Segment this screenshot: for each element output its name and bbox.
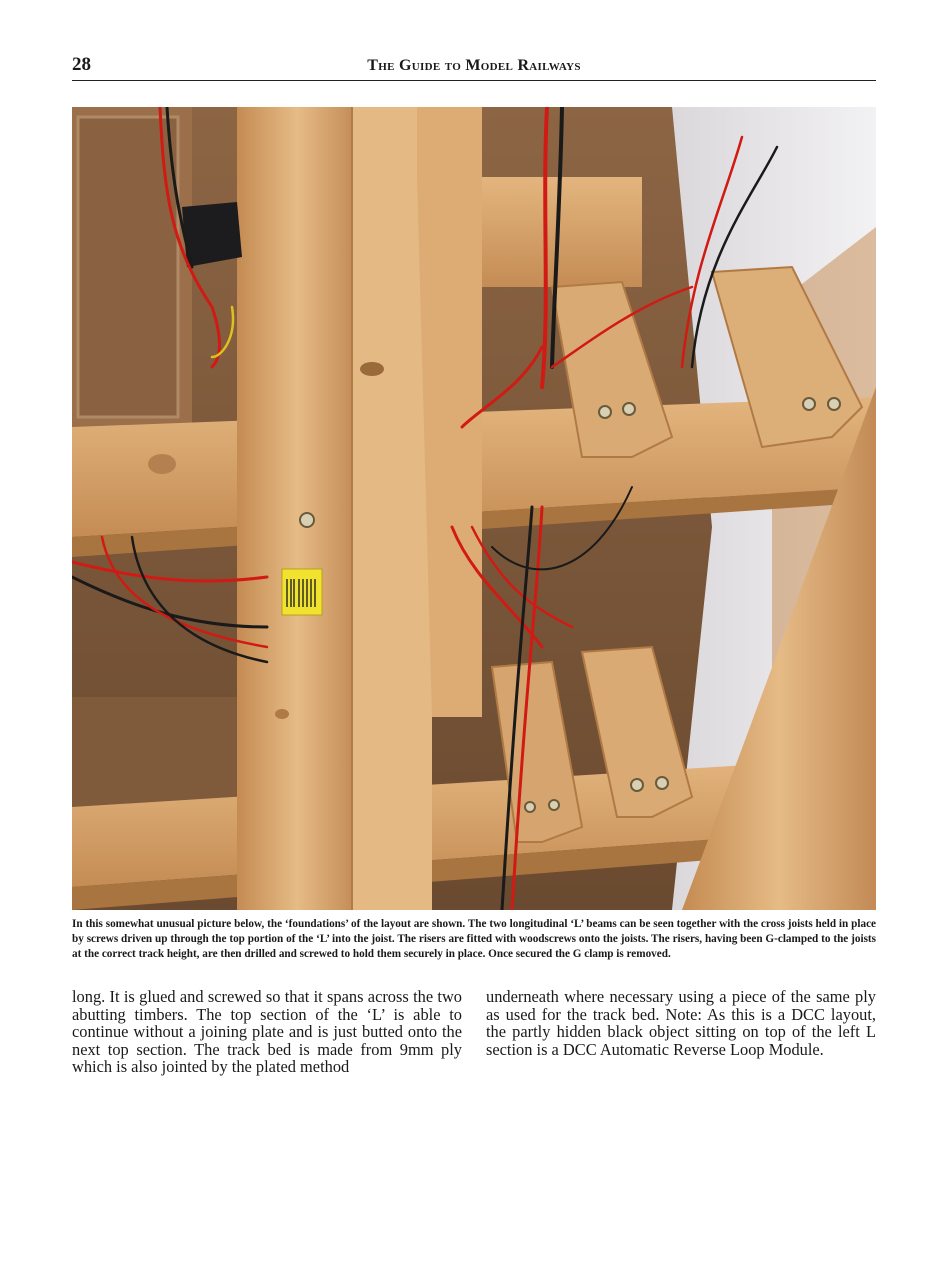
screw xyxy=(525,802,535,812)
running-title: The Guide to Model Railways xyxy=(367,57,581,74)
photo-illustration xyxy=(72,107,876,910)
body-column-right: underneath where necessary using a piece of the same ply as used for the track bed. Note: As this is a DCC layout, the partly hidden black object sitting on top of the left L section is a DCC Automatic Reverse Loop Module. xyxy=(486,987,876,1059)
knot xyxy=(148,454,176,474)
knot xyxy=(275,709,289,719)
knot xyxy=(360,362,384,376)
page-number: 28 xyxy=(72,54,91,75)
l-beam-vertical-left xyxy=(237,107,357,910)
body-column-left: long. It is glued and screwed so that it spans across the two abutting timbers. The top section of the ‘L’ is able to continue without a joining plate and is just butted onto the next top section. The track bed is made from 9mm ply which is also jointed by the plated method xyxy=(72,987,462,1077)
screw xyxy=(623,403,635,415)
screw xyxy=(631,779,643,791)
barcode-label xyxy=(282,569,322,615)
screw xyxy=(828,398,840,410)
layout-foundations-photo xyxy=(72,107,876,910)
screw xyxy=(803,398,815,410)
screw xyxy=(300,513,314,527)
screw xyxy=(656,777,668,789)
figure-caption: In this somewhat unusual picture below, the ‘foundations’ of the layout are shown. The two longitudinal ‘L’ beams can be seen together with the cross joists held in place by screws driven up through the top portion of the ‘L’ into the joist. The risers are fitted with woodscrews onto the joists. The risers, having been G-clamped to the joists at the correct track height, are then drilled and screwed to hold them securely in place. Once secured the G clamp is removed. xyxy=(72,918,876,961)
running-header xyxy=(72,54,876,81)
screw xyxy=(599,406,611,418)
screw xyxy=(549,800,559,810)
